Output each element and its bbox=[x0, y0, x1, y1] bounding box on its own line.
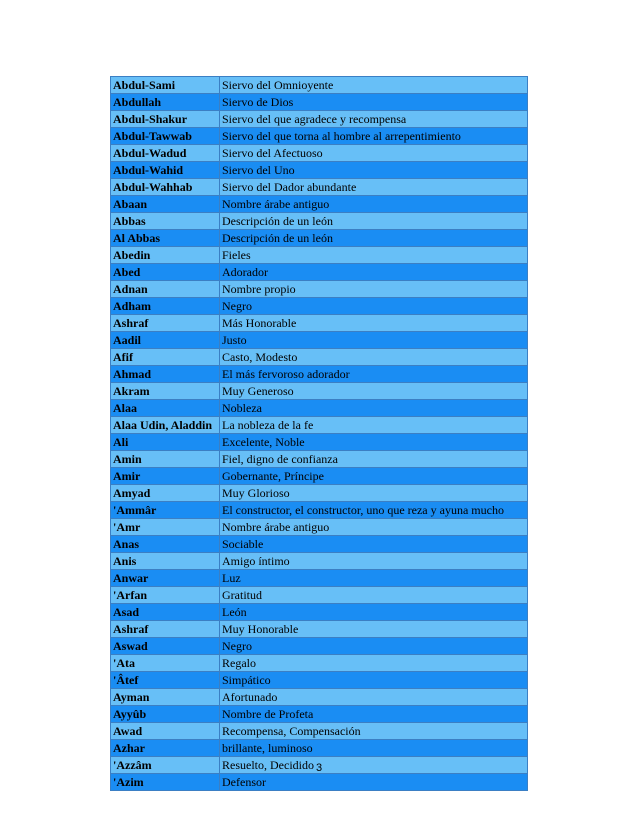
meaning-cell: Siervo del que agradece y recompensa bbox=[220, 111, 528, 128]
name-cell: Awad bbox=[111, 723, 220, 740]
table-row bbox=[111, 519, 528, 536]
name-cell: Aadil bbox=[111, 332, 220, 349]
meaning-cell: Nombre de Profeta bbox=[220, 706, 528, 723]
meaning-cell: Descripción de un león bbox=[220, 230, 528, 247]
meaning-cell: Fiel, digno de confianza bbox=[220, 451, 528, 468]
meaning-cell: Excelente, Noble bbox=[220, 434, 528, 451]
name-cell: Abedin bbox=[111, 247, 220, 264]
meaning-cell: Casto, Modesto bbox=[220, 349, 528, 366]
table-row bbox=[111, 264, 528, 281]
meaning-cell: Muy Honorable bbox=[220, 621, 528, 638]
table-row bbox=[111, 774, 528, 791]
name-cell: Abed bbox=[111, 264, 220, 281]
meaning-cell: Nombre árabe antiguo bbox=[220, 519, 528, 536]
meaning-cell: Fieles bbox=[220, 247, 528, 264]
meaning-cell: Amigo íntimo bbox=[220, 553, 528, 570]
meaning-cell: Nobleza bbox=[220, 400, 528, 417]
name-cell: Afif bbox=[111, 349, 220, 366]
name-cell: Abdul-Shakur bbox=[111, 111, 220, 128]
table-row bbox=[111, 621, 528, 638]
meaning-cell: Adorador bbox=[220, 264, 528, 281]
table-row bbox=[111, 604, 528, 621]
table-row bbox=[111, 179, 528, 196]
meaning-cell: Siervo de Dios bbox=[220, 94, 528, 111]
name-cell: Ashraf bbox=[111, 621, 220, 638]
meaning-cell: Gratitud bbox=[220, 587, 528, 604]
meaning-cell: Sociable bbox=[220, 536, 528, 553]
meaning-cell: Siervo del Omnioyente bbox=[220, 77, 528, 94]
meaning-cell: brillante, luminoso bbox=[220, 740, 528, 757]
name-cell: Ayyûb bbox=[111, 706, 220, 723]
name-cell: Abbas bbox=[111, 213, 220, 230]
table-row bbox=[111, 145, 528, 162]
table-row bbox=[111, 672, 528, 689]
name-cell: Aswad bbox=[111, 638, 220, 655]
name-cell: Abdul-Sami bbox=[111, 77, 220, 94]
name-cell: Abdullah bbox=[111, 94, 220, 111]
meaning-cell: Siervo del que torna al hombre al arrepentimiento bbox=[220, 128, 528, 145]
table-row bbox=[111, 111, 528, 128]
name-cell: Anis bbox=[111, 553, 220, 570]
meaning-cell: Regalo bbox=[220, 655, 528, 672]
table-row bbox=[111, 128, 528, 145]
table-row bbox=[111, 740, 528, 757]
table-row bbox=[111, 468, 528, 485]
name-cell: Abdul-Wahid bbox=[111, 162, 220, 179]
name-cell: Akram bbox=[111, 383, 220, 400]
meaning-cell: Negro bbox=[220, 638, 528, 655]
meaning-cell: León bbox=[220, 604, 528, 621]
name-cell: Al Abbas bbox=[111, 230, 220, 247]
meaning-cell: El constructor, el constructor, uno que reza y ayuna mucho bbox=[220, 502, 528, 519]
table-row bbox=[111, 570, 528, 587]
name-cell: Ahmad bbox=[111, 366, 220, 383]
table-row bbox=[111, 332, 528, 349]
name-cell: Amir bbox=[111, 468, 220, 485]
names-table bbox=[110, 76, 528, 791]
table-row bbox=[111, 77, 528, 94]
table-row bbox=[111, 417, 528, 434]
page-number: 3 bbox=[315, 762, 323, 774]
names-table-body bbox=[111, 77, 528, 791]
meaning-cell: Gobernante, Príncipe bbox=[220, 468, 528, 485]
table-row bbox=[111, 553, 528, 570]
name-cell: 'Azim bbox=[111, 774, 220, 791]
table-row bbox=[111, 281, 528, 298]
name-cell: Amyad bbox=[111, 485, 220, 502]
name-cell: Anas bbox=[111, 536, 220, 553]
meaning-cell: Recompensa, Compensación bbox=[220, 723, 528, 740]
meaning-cell: Más Honorable bbox=[220, 315, 528, 332]
name-cell: Adham bbox=[111, 298, 220, 315]
table-row bbox=[111, 434, 528, 451]
name-cell: Abaan bbox=[111, 196, 220, 213]
name-cell: 'Ata bbox=[111, 655, 220, 672]
name-cell: Ali bbox=[111, 434, 220, 451]
name-cell: Anwar bbox=[111, 570, 220, 587]
table-row bbox=[111, 383, 528, 400]
table-row bbox=[111, 587, 528, 604]
name-cell: Amin bbox=[111, 451, 220, 468]
name-cell: 'Amr bbox=[111, 519, 220, 536]
table-row bbox=[111, 366, 528, 383]
meaning-cell: La nobleza de la fe bbox=[220, 417, 528, 434]
meaning-cell: Simpático bbox=[220, 672, 528, 689]
meaning-cell: Muy Generoso bbox=[220, 383, 528, 400]
table-row bbox=[111, 451, 528, 468]
table-row bbox=[111, 315, 528, 332]
table-row bbox=[111, 247, 528, 264]
name-cell: Alaa bbox=[111, 400, 220, 417]
table-row bbox=[111, 400, 528, 417]
meaning-cell: Justo bbox=[220, 332, 528, 349]
table-row bbox=[111, 655, 528, 672]
table-row bbox=[111, 689, 528, 706]
name-cell: Ayman bbox=[111, 689, 220, 706]
table-row bbox=[111, 298, 528, 315]
table-row bbox=[111, 213, 528, 230]
meaning-cell: Nombre propio bbox=[220, 281, 528, 298]
table-row bbox=[111, 349, 528, 366]
name-cell: Alaa Udin, Aladdin bbox=[111, 417, 220, 434]
meaning-cell: Defensor bbox=[220, 774, 528, 791]
table-row bbox=[111, 230, 528, 247]
table-row bbox=[111, 706, 528, 723]
meaning-cell: Descripción de un león bbox=[220, 213, 528, 230]
table-row bbox=[111, 485, 528, 502]
name-cell: Abdul-Wahhab bbox=[111, 179, 220, 196]
name-cell: Abdul-Tawwab bbox=[111, 128, 220, 145]
name-cell: 'Âtef bbox=[111, 672, 220, 689]
name-cell: Ashraf bbox=[111, 315, 220, 332]
meaning-cell: Luz bbox=[220, 570, 528, 587]
table-row bbox=[111, 502, 528, 519]
name-cell: Abdul-Wadud bbox=[111, 145, 220, 162]
meaning-cell: Siervo del Afectuoso bbox=[220, 145, 528, 162]
meaning-cell: Negro bbox=[220, 298, 528, 315]
name-cell: 'Arfan bbox=[111, 587, 220, 604]
meaning-cell: Muy Glorioso bbox=[220, 485, 528, 502]
name-cell: Adnan bbox=[111, 281, 220, 298]
table-row bbox=[111, 162, 528, 179]
table-row bbox=[111, 723, 528, 740]
table-row bbox=[111, 196, 528, 213]
meaning-cell: Afortunado bbox=[220, 689, 528, 706]
meaning-cell: El más fervoroso adorador bbox=[220, 366, 528, 383]
meaning-cell: Siervo del Uno bbox=[220, 162, 528, 179]
name-cell: Asad bbox=[111, 604, 220, 621]
name-cell: 'Azzâm bbox=[111, 757, 220, 774]
table-row bbox=[111, 536, 528, 553]
name-cell: 'Ammâr bbox=[111, 502, 220, 519]
meaning-cell: Siervo del Dador abundante bbox=[220, 179, 528, 196]
meaning-cell: Nombre árabe antiguo bbox=[220, 196, 528, 213]
table-row bbox=[111, 638, 528, 655]
table-row bbox=[111, 94, 528, 111]
meaning-cell: Resuelto, Decidido bbox=[220, 757, 528, 774]
name-cell: Azhar bbox=[111, 740, 220, 757]
